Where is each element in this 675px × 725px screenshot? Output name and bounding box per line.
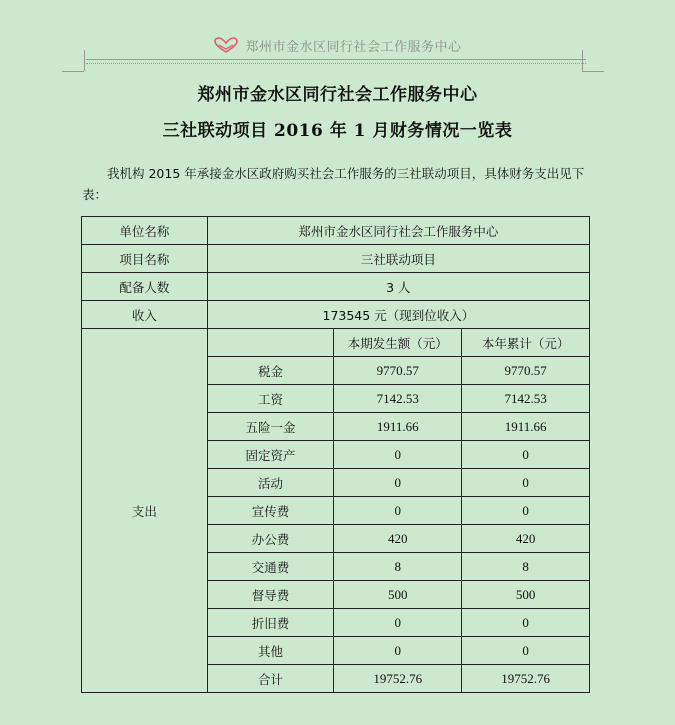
expense-item: 税金 — [207, 357, 334, 385]
header-org-name: 郑州市金水区同行社会工作服务中心 — [245, 39, 462, 55]
staff-value: 3 人 — [207, 273, 589, 301]
expense-current: 19752.76 — [334, 665, 462, 693]
expense-ytd: 1911.66 — [462, 413, 590, 441]
expense-ytd: 420 — [462, 525, 590, 553]
expense-ytd: 7142.53 — [462, 385, 590, 413]
expense-current: 0 — [334, 497, 462, 525]
expense-current: 9770.57 — [334, 357, 462, 385]
expense-current: 500 — [334, 581, 462, 609]
expense-ytd: 0 — [462, 441, 590, 469]
expense-ytd: 500 — [462, 581, 590, 609]
expense-current: 0 — [334, 469, 462, 497]
expense-item: 工资 — [207, 385, 334, 413]
expense-item: 交通费 — [207, 553, 334, 581]
table-row — [82, 273, 590, 301]
expense-ytd: 19752.76 — [462, 665, 590, 693]
expense-current: 1911.66 — [334, 413, 462, 441]
expense-item: 合计 — [207, 665, 334, 693]
table-row — [82, 301, 590, 329]
table-row — [82, 329, 590, 357]
expense-item: 活动 — [207, 469, 334, 497]
expense-current: 0 — [334, 637, 462, 665]
document-title-line1: 郑州市金水区同行社会工作服务中心 — [197, 85, 478, 105]
page-header — [0, 34, 675, 56]
table-row — [82, 217, 590, 245]
unit-label: 单位名称 — [82, 217, 208, 245]
expense-item: 其他 — [207, 637, 334, 665]
table-row — [82, 245, 590, 273]
hands-heart-logo-icon — [213, 37, 239, 53]
expense-item: 宣传费 — [207, 497, 334, 525]
expense-item: 折旧费 — [207, 609, 334, 637]
finance-table — [81, 216, 590, 693]
header-rule — [86, 59, 586, 64]
expense-item: 固定资产 — [207, 441, 334, 469]
expense-item: 五险一金 — [207, 413, 334, 441]
expense-current: 420 — [334, 525, 462, 553]
expense-ytd: 8 — [462, 553, 590, 581]
expense-ytd: 0 — [462, 637, 590, 665]
intro-paragraph: 我机构 2015 年承接金水区政府购买社会工作服务的三社联动项目，具体财务支出见下表： — [82, 166, 585, 202]
margin-corner-right — [582, 50, 583, 71]
col-ytd-header: 本年累计（元） — [462, 329, 590, 357]
expense-ytd: 0 — [462, 497, 590, 525]
expense-current: 7142.53 — [334, 385, 462, 413]
col-current-header: 本期发生额（元） — [334, 329, 462, 357]
expense-header-blank — [207, 329, 334, 357]
expense-current: 0 — [334, 441, 462, 469]
expense-current: 0 — [334, 609, 462, 637]
unit-value: 郑州市金水区同行社会工作服务中心 — [207, 217, 589, 245]
project-value: 三社联动项目 — [207, 245, 589, 273]
expense-item: 办公费 — [207, 525, 334, 553]
margin-corner-right-h — [582, 71, 604, 72]
expense-current: 8 — [334, 553, 462, 581]
margin-corner-left-h — [62, 71, 84, 72]
document-title-line2: 三社联动项目 2016 年 1 月财务情况一览表 — [162, 121, 513, 141]
staff-label: 配备人数 — [82, 273, 208, 301]
expense-ytd: 0 — [462, 609, 590, 637]
income-value: 173545 元（现到位收入） — [207, 301, 589, 329]
expense-ytd: 9770.57 — [462, 357, 590, 385]
expense-item: 督导费 — [207, 581, 334, 609]
project-label: 项目名称 — [82, 245, 208, 273]
margin-corner-left — [84, 50, 85, 71]
income-label: 收入 — [82, 301, 208, 329]
expense-ytd: 0 — [462, 469, 590, 497]
expense-label: 支出 — [82, 329, 208, 693]
